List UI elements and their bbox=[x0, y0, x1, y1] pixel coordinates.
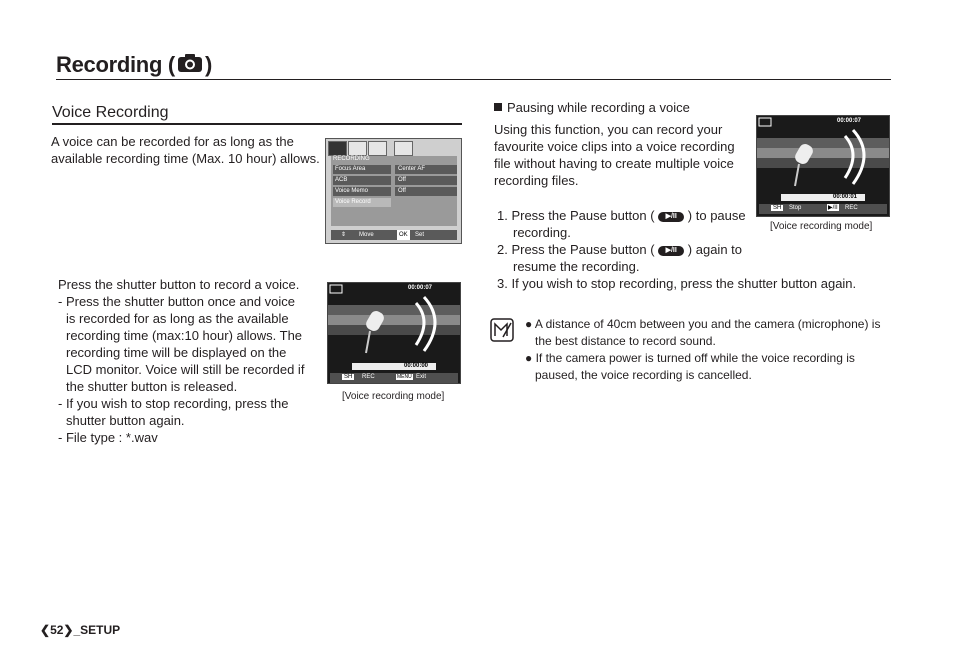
notes bbox=[525, 316, 880, 384]
menu-value: Center AF bbox=[395, 165, 457, 174]
lcd-paused-screen bbox=[756, 115, 890, 217]
pause-step-1-cont: recording. bbox=[513, 225, 571, 240]
menu-value: Off bbox=[395, 187, 457, 196]
play-pause-icon: ▶/II bbox=[828, 205, 838, 211]
menu-row: ACB bbox=[333, 176, 391, 185]
sh-badge: SH bbox=[344, 374, 353, 380]
setup-tab-icon bbox=[394, 141, 413, 156]
note-item-cont: paused, the voice recording is cancelled. bbox=[535, 368, 752, 382]
lcd-time: 00:00:07 bbox=[408, 285, 433, 291]
lcd-recording-screen bbox=[327, 282, 461, 384]
menu-header: RECORDING bbox=[333, 156, 370, 162]
pause-heading: Pausing while recording a voice bbox=[494, 100, 690, 115]
step-line: - If you wish to stop recording, press the bbox=[58, 396, 289, 411]
note-item: ● A distance of 40cm between you and the camera (microphone) is bbox=[525, 317, 881, 331]
menu-bottom-bar bbox=[331, 230, 457, 240]
note-icon bbox=[490, 318, 514, 342]
pause-step-3: 3. If you wish to stop recording, press the shutter button again. bbox=[497, 276, 857, 291]
step-line: - File type : *.wav bbox=[58, 430, 158, 445]
pause-button-icon: ▶/II bbox=[658, 212, 684, 222]
menu-badge: MENU bbox=[397, 374, 412, 380]
note-item: ● If the camera power is turned off while the voice recording is bbox=[525, 351, 855, 365]
move-label: Move bbox=[359, 232, 374, 238]
page-footer bbox=[40, 623, 120, 637]
pause-step-1: 1. Press the Pause button ( ▶/II ) to pause bbox=[497, 208, 746, 223]
updown-icon: ⇕ bbox=[341, 232, 347, 238]
rec-label: REC bbox=[845, 205, 858, 211]
intro-text: A voice can be recorded for as long as the available recording time (Max. 10 hour) allows. bbox=[51, 134, 320, 166]
menu-screen-image bbox=[325, 138, 462, 244]
page-number-bracket-right: ❯ bbox=[63, 623, 74, 637]
footer-label: _SETUP bbox=[73, 623, 121, 637]
set-label: Set bbox=[415, 232, 425, 238]
exit-label: Exit bbox=[416, 374, 427, 380]
pause-intro: Using this function, you can record your favourite voice clips into a voice recording file without having to create multiple voice recording files. bbox=[494, 122, 735, 188]
step-line: shutter button again. bbox=[66, 413, 185, 428]
page-title: Recording ( ) bbox=[56, 52, 212, 79]
display-tab-icon bbox=[368, 141, 387, 156]
sound-tab-icon bbox=[348, 141, 367, 156]
page-number: 52 bbox=[50, 623, 64, 637]
step-line: recording time will be displayed on the bbox=[66, 345, 287, 360]
lcd-counter: 00:00:00 bbox=[404, 363, 429, 369]
steps-text bbox=[58, 276, 313, 446]
caption-right: [Voice recording mode] bbox=[770, 221, 873, 232]
bullet-icon: ● bbox=[525, 351, 533, 365]
menu-value: Off bbox=[395, 176, 457, 185]
title-rule bbox=[56, 79, 891, 80]
menu-row-selected: Voice Record bbox=[333, 198, 391, 207]
stop-label: Stop bbox=[789, 205, 802, 211]
sh-badge: SH bbox=[773, 205, 782, 211]
pause-step-2: 2. Press the Pause button ( ▶/II ) again to bbox=[497, 242, 742, 257]
ok-badge: OK bbox=[399, 232, 408, 238]
section-rule bbox=[52, 123, 462, 125]
pause-step-2-cont: resume the recording. bbox=[513, 259, 640, 274]
camera-icon bbox=[177, 53, 203, 79]
pause-button-icon: ▶/II bbox=[658, 246, 684, 256]
lcd-time: 00:00:07 bbox=[837, 118, 862, 124]
rec-label: REC bbox=[362, 374, 375, 380]
step-line: Press the shutter button to record a voice. bbox=[58, 277, 300, 292]
note-item-cont: the best distance to record sound. bbox=[535, 334, 716, 348]
section-heading: Voice Recording bbox=[52, 104, 169, 121]
step-line: - Press the shutter button once and voice bbox=[58, 294, 296, 309]
menu-row: Voice Memo bbox=[333, 187, 391, 196]
pause-steps bbox=[497, 207, 856, 292]
menu-row: Focus Area bbox=[333, 165, 391, 174]
bullet-icon: ● bbox=[525, 317, 533, 331]
camera-tab-icon bbox=[328, 141, 347, 156]
caption-left: [Voice recording mode] bbox=[342, 391, 445, 402]
lcd-counter: 00:00:01 bbox=[833, 194, 858, 200]
step-line: is recorded for as long as the available bbox=[66, 311, 289, 326]
page-number-bracket-left: ❮ bbox=[40, 623, 51, 637]
step-line: LCD monitor. Voice will still be recorded if bbox=[66, 362, 305, 377]
step-line: recording time (max:10 hour) allows. The bbox=[66, 328, 303, 343]
step-line: the shutter button is released. bbox=[66, 379, 238, 394]
square-bullet-icon bbox=[494, 103, 502, 111]
